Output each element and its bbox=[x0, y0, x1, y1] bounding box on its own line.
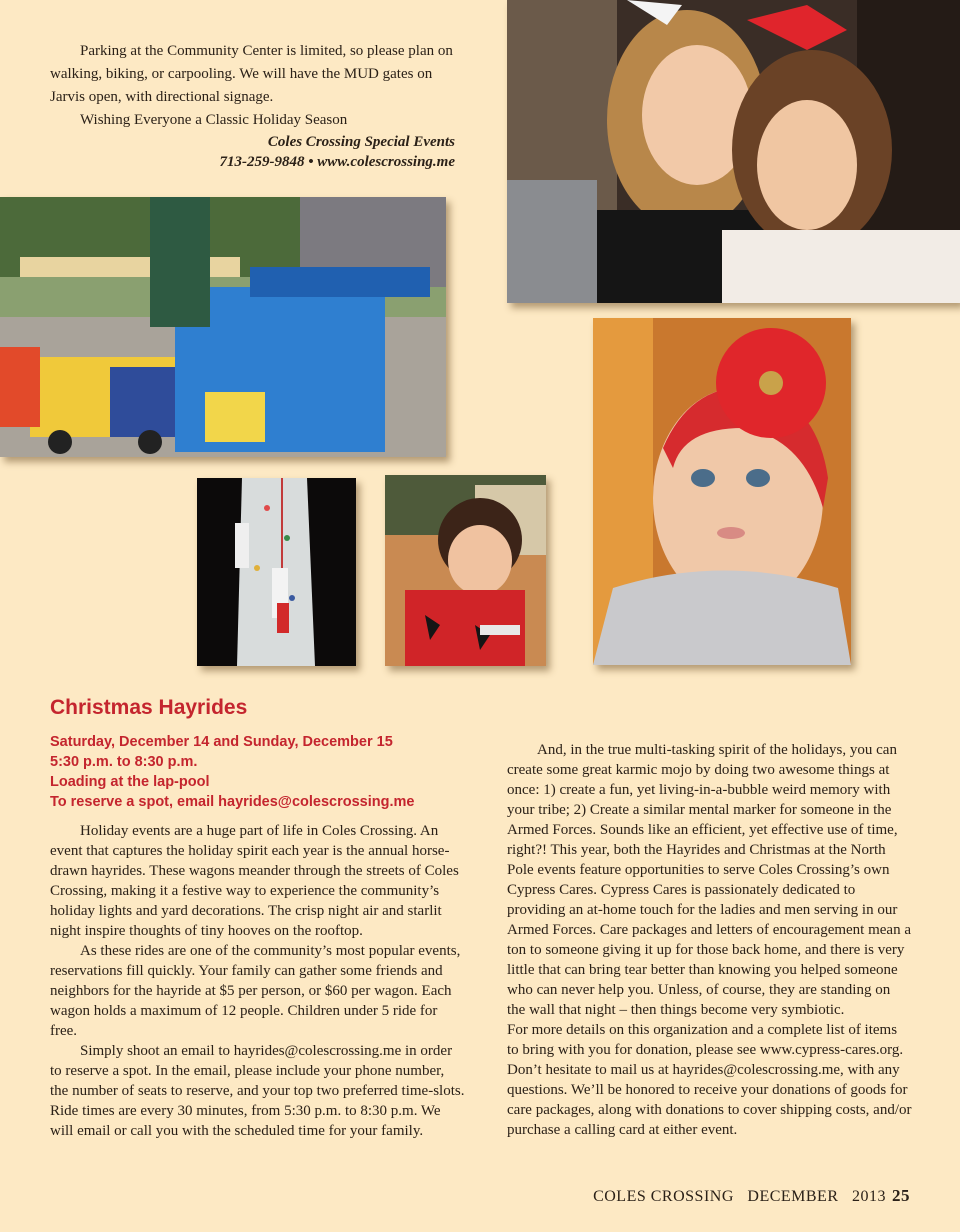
paragraph-karmic-mojo: And, in the true multi-tasking spirit of the holidays, you can create some great karmic mojo by doing two awesome things at once: 1) create a fun, yet living-in-a-bubble weird memory with your tribe; 2) Create a similar mental marker for someone in the Armed Forces. Sounds like an efficient, yet effective use of time, right?! This year, both the Hayrides and Christmas at the North Pole events feature opportunities to serve Coles Crossing’s own Cypress Cares. Cypress Cares is passionately dedicated to providing an at-home touch for the ladies and men serving in our Armed Forces. Care packages and letters of encouragement mean a ton to someone giving it up for those back home, and there is very little that can bring tear better than knowing you helped someone who can never help you. Unless, of course, they are standing on the wall that night – then things become very symbiotic. bbox=[507, 742, 911, 1018]
photo-rock-climbing-wall bbox=[197, 478, 356, 666]
paragraph-reservations: As these rides are one of the community’s most popular events, reservations fill quickly. Your family can gather some friends and neighbors for the hayride at $5 per person, or $60 per wagon. Each wagon holds a maximum of 12 people. Children under 5 ride for free. bbox=[50, 943, 461, 1039]
paragraph-intro: Holiday events are a huge part of life in Coles Crossing. An event that captures the holiday spirit each year is the annual horse-drawn hayrides. These wagons meander through the streets of Coles Crossing, making it a festive way to experience the community’s holiday lights and yard decorations. The crisp night air and starlit night inspire thoughts of tiny hooves on the rooftop. bbox=[50, 823, 459, 939]
signature-title: Coles Crossing Special Events bbox=[267, 134, 455, 150]
photo-two-girls bbox=[507, 0, 960, 303]
intro-paragraph-wishing: Wishing Everyone a Classic Holiday Season bbox=[80, 112, 348, 128]
intro-block bbox=[50, 40, 455, 172]
article-title: Christmas Hayrides bbox=[50, 696, 248, 719]
right-column bbox=[507, 740, 912, 1140]
event-dates: Saturday, December 14 and Sunday, December 15 bbox=[50, 734, 393, 750]
event-reservation: To reserve a spot, email hayrides@colescrossing.me bbox=[50, 794, 415, 810]
photo-boy-crafting bbox=[385, 475, 546, 666]
paragraph-donation-details: For more details on this organization and a complete list of items to bring with you for donation, please see www.cypress-cares.org. Don’t hesitate to mail us at hayrides@colescrossing.me, with any questions. We’ll be honored to receive your donations of goods for care packages, along with donations to cover shipping costs, and/or purchase a calling card at either event. bbox=[507, 1022, 912, 1138]
left-column bbox=[50, 821, 465, 1141]
page-footer bbox=[593, 1186, 910, 1206]
page-number: 25 bbox=[892, 1186, 910, 1205]
event-location: Loading at the lap-pool bbox=[50, 774, 210, 790]
paragraph-email: Simply shoot an email to hayrides@colescrossing.me in order to reserve a spot. In the email, please include your phone number, the number of seats to reserve, and your top two preferred time-slots. Ride times are every 30 minutes, from 5:30 p.m. to 8:30 p.m. We will email or call you with the scheduled time for your family. bbox=[50, 1043, 465, 1139]
event-info bbox=[50, 732, 490, 812]
intro-paragraph-parking: Parking at the Community Center is limited, so please plan on walking, biking, or carpooling. We will have the MUD gates on Jarvis open, with directional signage. bbox=[50, 43, 453, 105]
article-header bbox=[50, 696, 470, 720]
photo-holiday-train bbox=[0, 197, 446, 457]
photo-baby-red-flower bbox=[593, 318, 851, 665]
event-times: 5:30 p.m. to 8:30 p.m. bbox=[50, 754, 198, 770]
signature-contact: 713-259-9848 • www.colescrossing.me bbox=[219, 154, 455, 170]
footer-publication: COLES CROSSING DECEMBER 2013 bbox=[593, 1188, 886, 1205]
